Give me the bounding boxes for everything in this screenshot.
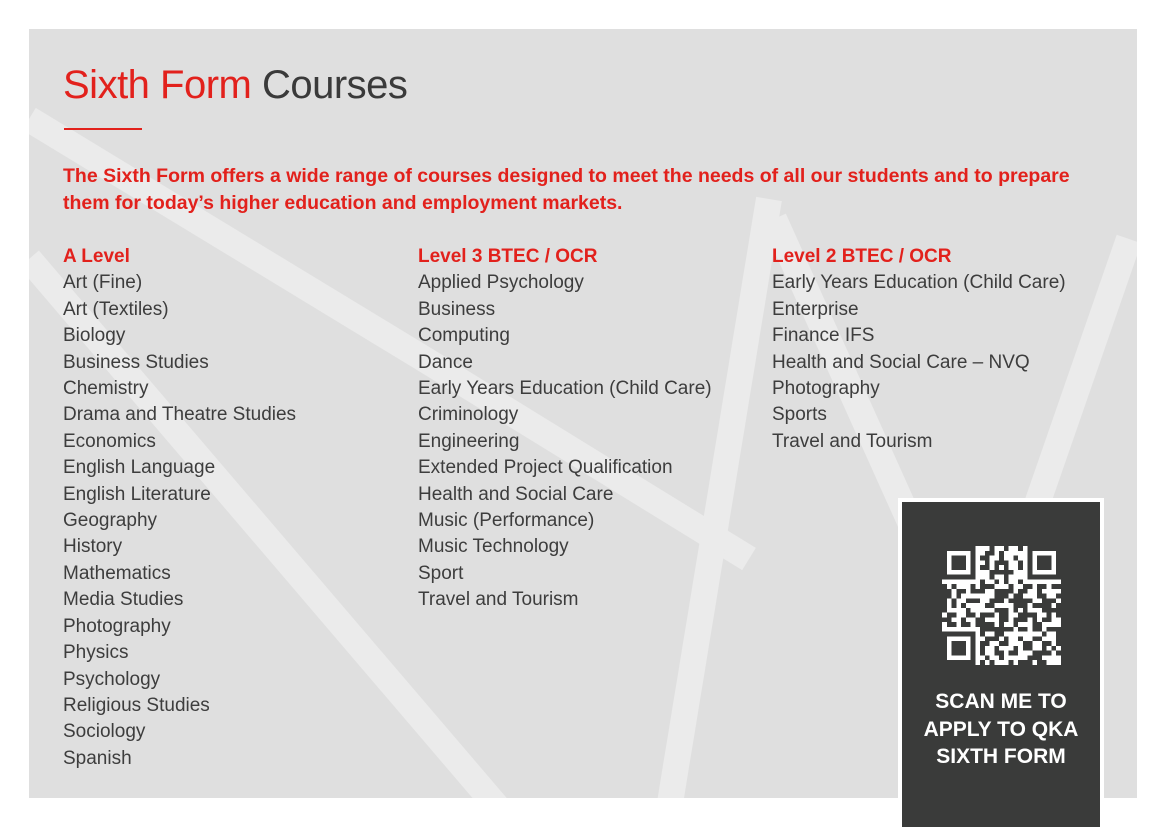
course-item: Physics — [63, 642, 129, 664]
title-underline — [64, 128, 142, 130]
course-item: Sport — [418, 562, 464, 584]
course-item: Religious Studies — [63, 694, 210, 716]
course-item: Business Studies — [63, 351, 209, 373]
qr-caption-line: APPLY TO QKA — [923, 717, 1079, 741]
course-item: Engineering — [418, 430, 520, 452]
course-column-level-3 — [418, 244, 758, 614]
course-item: Enterprise — [772, 298, 859, 320]
course-item: Applied Psychology — [418, 272, 584, 294]
course-item: Sports — [772, 404, 827, 426]
course-item: Computing — [418, 325, 510, 347]
title-rest: Courses — [261, 63, 408, 107]
course-item: Psychology — [63, 668, 161, 690]
column-heading: Level 3 BTEC / OCR — [418, 246, 598, 267]
qr-card — [898, 498, 1104, 827]
course-item: Extended Project Qualification — [418, 457, 673, 479]
qr-code-icon[interactable] — [942, 546, 1061, 665]
course-item: Photography — [772, 378, 880, 400]
course-item: Health and Social Care – NVQ — [772, 351, 1030, 373]
course-item: Early Years Education (Child Care) — [418, 378, 712, 400]
course-item: Spanish — [63, 747, 132, 769]
course-item: History — [63, 536, 123, 558]
course-column-level-2 — [772, 244, 1102, 455]
course-list — [63, 270, 403, 772]
course-item: Mathematics — [63, 562, 171, 584]
column-heading: Level 2 BTEC / OCR — [772, 246, 952, 267]
qr-caption-line: SCAN ME TO — [935, 690, 1067, 713]
course-list — [418, 270, 758, 613]
qr-card-inner — [902, 502, 1100, 827]
course-item: English Literature — [63, 483, 211, 505]
course-item: Music (Performance) — [418, 510, 595, 532]
page-title — [63, 63, 407, 108]
course-item: Geography — [63, 510, 158, 532]
course-column-a-level — [63, 244, 403, 772]
course-item: Art (Fine) — [63, 272, 143, 294]
qr-caption — [902, 688, 1100, 771]
course-item: Finance IFS — [772, 325, 875, 347]
course-item: Travel and Tourism — [418, 589, 579, 611]
course-item: Early Years Education (Child Care) — [772, 272, 1066, 294]
course-list — [772, 270, 1102, 455]
course-item: Criminology — [418, 404, 519, 426]
course-item: English Language — [63, 457, 216, 479]
course-item: Photography — [63, 615, 171, 637]
course-item: Music Technology — [418, 536, 569, 558]
course-item: Drama and Theatre Studies — [63, 404, 297, 426]
course-item: Business — [418, 298, 496, 320]
intro-paragraph: The Sixth Form offers a wide range of courses designed to meet the needs of all our students and to prepare them for today’s higher education and employment markets. — [63, 165, 1070, 214]
course-item: Dance — [418, 351, 473, 373]
course-item: Biology — [63, 325, 126, 347]
course-item: Media Studies — [63, 589, 184, 611]
column-heading: A Level — [63, 246, 130, 267]
course-item: Art (Textiles) — [63, 298, 169, 320]
course-item: Travel and Tourism — [772, 430, 933, 452]
qr-caption-line: SIXTH FORM — [936, 745, 1066, 768]
course-item: Health and Social Care — [418, 483, 614, 505]
course-item: Economics — [63, 430, 156, 452]
course-item: Sociology — [63, 721, 146, 743]
course-item: Chemistry — [63, 378, 149, 400]
title-accent: Sixth Form — [63, 63, 252, 107]
